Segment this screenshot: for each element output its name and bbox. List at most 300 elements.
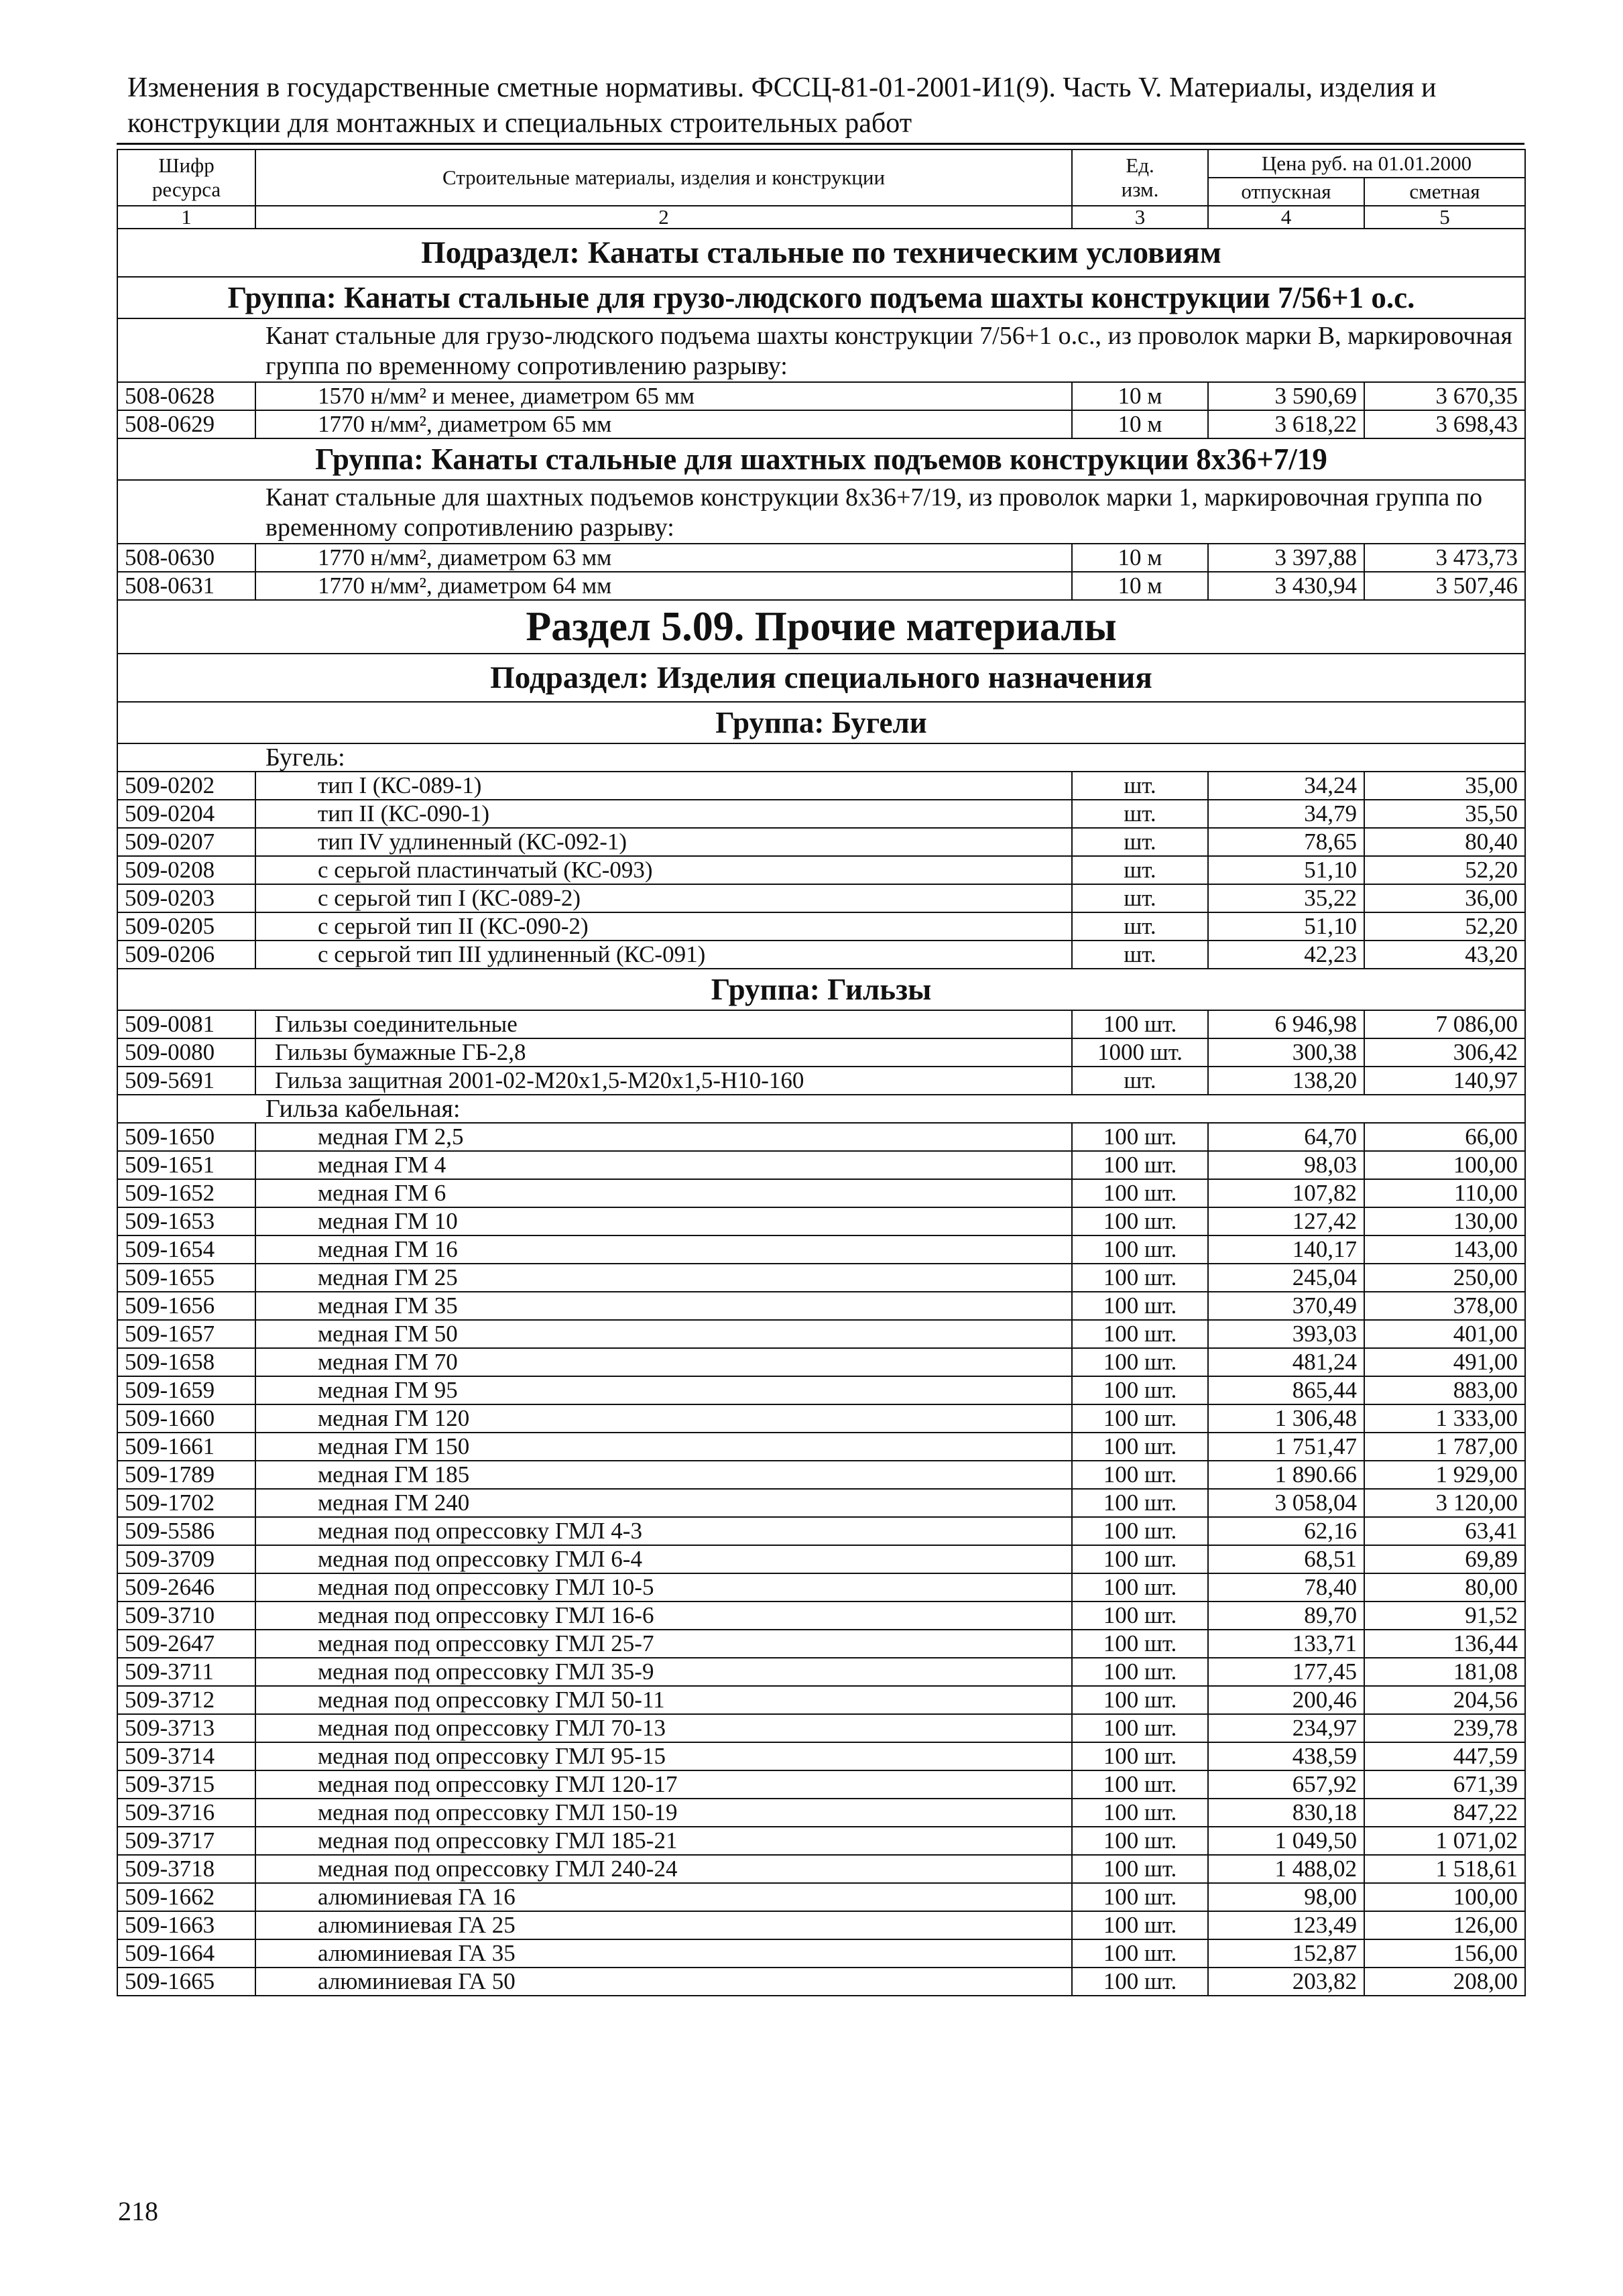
table-row [117,912,1525,941]
table-row [117,1714,1525,1742]
resource-code-cell: 509-1656 [117,1292,255,1320]
resource-code-cell: 509-0207 [117,828,255,856]
resource-code-cell: 509-3714 [117,1742,255,1770]
estimate-price-cell: 66,00 [1364,1123,1525,1151]
item-group-label: Бугель: [117,743,1525,772]
group-heading-row [117,277,1525,318]
column-header-unit [1072,149,1208,206]
table-header-row-1 [117,149,1525,178]
estimate-price-cell: 847,22 [1364,1799,1525,1827]
column-header-price: Цена руб. на 01.01.2000 [1208,149,1525,178]
material-name-cell: медная ГМ 150 [255,1433,1072,1461]
material-name-cell: алюминиевая ГА 35 [255,1939,1072,1968]
estimate-price-cell: 35,00 [1364,772,1525,800]
resource-code-cell: 509-3711 [117,1658,255,1686]
material-name-cell: Гильзы бумажные ГБ-2,8 [255,1038,1072,1067]
material-name-cell: с серьгой тип II (КС-090-2) [255,912,1072,941]
estimate-price-cell: 1 929,00 [1364,1461,1525,1489]
header-divider [117,143,1524,145]
group-heading-row [117,969,1525,1010]
release-price-cell: 98,03 [1208,1151,1364,1179]
resource-code-cell: 509-3718 [117,1855,255,1883]
release-price-cell: 3 618,22 [1208,410,1364,438]
release-price-cell: 62,16 [1208,1517,1364,1545]
resource-code-cell: 509-1654 [117,1235,255,1264]
column-header-estimate-price: сметная [1364,178,1525,206]
resource-code-cell: 509-3717 [117,1827,255,1855]
column-header-name: Строительные материалы, изделия и конструкции [255,149,1072,206]
estimate-price-cell: 110,00 [1364,1179,1525,1207]
table-row [117,1235,1525,1264]
estimate-price-cell: 52,20 [1364,856,1525,884]
resource-code-cell: 509-1658 [117,1348,255,1376]
estimate-price-cell: 156,00 [1364,1939,1525,1968]
resource-code-cell: 509-0080 [117,1038,255,1067]
material-name-cell: с серьгой тип III удлиненный (КС-091) [255,941,1072,969]
material-name-cell: медная ГМ 70 [255,1348,1072,1376]
resource-code-cell: 508-0631 [117,572,255,600]
estimate-price-cell: 80,40 [1364,828,1525,856]
estimate-price-cell: 63,41 [1364,1517,1525,1545]
estimate-price-cell: 91,52 [1364,1602,1525,1630]
table-row [117,1799,1525,1827]
material-name-cell: тип II (КС-090-1) [255,800,1072,828]
table-row [117,572,1525,600]
resource-code-cell: 509-0203 [117,884,255,912]
material-name-cell: медная ГМ 50 [255,1320,1072,1348]
column-header-unit-line1: Ед. [1126,154,1154,177]
material-name-cell: медная под опрессовку ГМЛ 16-6 [255,1602,1072,1630]
unit-cell: 10 м [1072,382,1208,410]
resource-code-cell: 509-0205 [117,912,255,941]
release-price-cell: 127,42 [1208,1207,1364,1235]
unit-cell: шт. [1072,772,1208,800]
release-price-cell: 34,79 [1208,800,1364,828]
table-row [117,1855,1525,1883]
release-price-cell: 123,49 [1208,1911,1364,1939]
table-row [117,1517,1525,1545]
unit-cell: 10 м [1072,572,1208,600]
item-group-label-row [117,743,1525,772]
table-row [117,1911,1525,1939]
material-name-cell: медная под опрессовку ГМЛ 70-13 [255,1714,1072,1742]
unit-cell: 1000 шт. [1072,1038,1208,1067]
release-price-cell: 78,65 [1208,828,1364,856]
material-name-cell: с серьгой пластинчатый (КС-093) [255,856,1072,884]
release-price-cell: 3 430,94 [1208,572,1364,600]
material-name-cell: медная ГМ 120 [255,1404,1072,1433]
release-price-cell: 34,24 [1208,772,1364,800]
unit-cell: 100 шт. [1072,1404,1208,1433]
material-name-cell: медная под опрессовку ГМЛ 120-17 [255,1770,1072,1799]
resource-code-cell: 509-1702 [117,1489,255,1517]
resource-code-cell: 509-1665 [117,1968,255,1996]
resource-code-cell: 509-1659 [117,1376,255,1404]
unit-cell: 100 шт. [1072,1292,1208,1320]
header-line-1: Изменения в государственные сметные нормативы. ФССЦ-81-01-2001-И1(9). Часть V. Материалы, изделия и [127,72,1437,103]
release-price-cell: 98,00 [1208,1883,1364,1911]
estimate-price-cell: 3 120,00 [1364,1489,1525,1517]
release-price-cell: 1 488,02 [1208,1855,1364,1883]
estimate-price-cell: 378,00 [1364,1292,1525,1320]
release-price-cell: 1 751,47 [1208,1433,1364,1461]
material-name-cell: медная под опрессовку ГМЛ 35-9 [255,1658,1072,1686]
estimate-price-cell: 140,97 [1364,1067,1525,1095]
estimate-price-cell: 3 698,43 [1364,410,1525,438]
resource-code-cell: 509-2647 [117,1630,255,1658]
item-group-label: Гильза кабельная: [117,1095,1525,1123]
column-number-3: 3 [1072,206,1208,229]
release-price-cell: 3 397,88 [1208,544,1364,572]
material-name-cell: 1770 н/мм², диаметром 65 мм [255,410,1072,438]
unit-cell: шт. [1072,884,1208,912]
unit-cell: 100 шт. [1072,1855,1208,1883]
unit-cell: шт. [1072,1067,1208,1095]
table-row [117,1573,1525,1602]
table-row [117,941,1525,969]
estimate-price-cell: 126,00 [1364,1911,1525,1939]
unit-cell: 100 шт. [1072,1686,1208,1714]
resource-code-cell: 508-0629 [117,410,255,438]
subsection-heading-row [117,229,1525,277]
resource-code-cell: 509-5586 [117,1517,255,1545]
unit-cell: 100 шт. [1072,1658,1208,1686]
release-price-cell: 438,59 [1208,1742,1364,1770]
resource-code-cell: 509-3716 [117,1799,255,1827]
unit-cell: 100 шт. [1072,1376,1208,1404]
table-row [117,1770,1525,1799]
subsection-heading-row [117,654,1525,702]
estimate-price-cell: 100,00 [1364,1151,1525,1179]
resource-code-cell: 509-1650 [117,1123,255,1151]
release-price-cell: 203,82 [1208,1968,1364,1996]
table-row [117,1658,1525,1686]
group-description: Канат стальные для шахтных подъемов конструкции 8х36+7/19, из проволок марки 1, маркировочная группа по временному сопротивлению разрыву: [117,480,1525,544]
table-row [117,1433,1525,1461]
header-line-2: конструкции для монтажных и специальных строительных работ [127,108,912,139]
resource-code-cell: 509-1651 [117,1151,255,1179]
material-name-cell: медная под опрессовку ГМЛ 4-3 [255,1517,1072,1545]
unit-cell: 100 шт. [1072,1264,1208,1292]
release-price-cell: 370,49 [1208,1292,1364,1320]
table-row [117,828,1525,856]
material-name-cell: Гильзы соединительные [255,1010,1072,1038]
price-table [117,149,1526,1996]
material-name-cell: алюминиевая ГА 50 [255,1968,1072,1996]
table-row [117,544,1525,572]
release-price-cell: 1 890.66 [1208,1461,1364,1489]
table-row [117,1939,1525,1968]
unit-cell: 100 шт. [1072,1010,1208,1038]
resource-code-cell: 509-0208 [117,856,255,884]
column-header-release-price: отпускная [1208,178,1364,206]
group-description-row [117,480,1525,544]
release-price-cell: 3 058,04 [1208,1489,1364,1517]
release-price-cell: 152,87 [1208,1939,1364,1968]
unit-cell: 100 шт. [1072,1968,1208,1996]
material-name-cell: 1770 н/мм², диаметром 64 мм [255,572,1072,600]
material-name-cell: медная ГМ 95 [255,1376,1072,1404]
group-description: Канат стальные для грузо-людского подъема шахты конструкции 7/56+1 о.с., из проволок марки В, маркировочная группа по временному сопротивлению разрыву: [117,318,1525,382]
unit-cell: шт. [1072,856,1208,884]
estimate-price-cell: 204,56 [1364,1686,1525,1714]
material-name-cell: 1570 н/мм² и менее, диаметром 65 мм [255,382,1072,410]
group-heading-row [117,702,1525,743]
unit-cell: 100 шт. [1072,1742,1208,1770]
estimate-price-cell: 208,00 [1364,1968,1525,1996]
unit-cell: 100 шт. [1072,1714,1208,1742]
release-price-cell: 3 590,69 [1208,382,1364,410]
resource-code-cell: 509-3709 [117,1545,255,1573]
resource-code-cell: 509-1664 [117,1939,255,1968]
release-price-cell: 140,17 [1208,1235,1364,1264]
material-name-cell: медная под опрессовку ГМЛ 150-19 [255,1799,1072,1827]
estimate-price-cell: 306,42 [1364,1038,1525,1067]
resource-code-cell: 508-0628 [117,382,255,410]
unit-cell: 100 шт. [1072,1179,1208,1207]
unit-cell: 100 шт. [1072,1235,1208,1264]
resource-code-cell: 509-3715 [117,1770,255,1799]
table-row [117,1038,1525,1067]
resource-code-cell: 508-0630 [117,544,255,572]
estimate-price-cell: 401,00 [1364,1320,1525,1348]
resource-code-cell: 509-0081 [117,1010,255,1038]
unit-cell: 100 шт. [1072,1151,1208,1179]
unit-cell: 100 шт. [1072,1123,1208,1151]
material-name-cell: медная под опрессовку ГМЛ 25-7 [255,1630,1072,1658]
unit-cell: шт. [1072,912,1208,941]
table-row [117,1545,1525,1573]
unit-cell: шт. [1072,941,1208,969]
resource-code-cell: 509-0206 [117,941,255,969]
unit-cell: 100 шт. [1072,1630,1208,1658]
release-price-cell: 78,40 [1208,1573,1364,1602]
table-row [117,1404,1525,1433]
estimate-price-cell: 250,00 [1364,1264,1525,1292]
table-row [117,1602,1525,1630]
table-row [117,1264,1525,1292]
estimate-price-cell: 181,08 [1364,1658,1525,1686]
group-description-row [117,318,1525,382]
section-heading-row [117,600,1525,654]
release-price-cell: 51,10 [1208,912,1364,941]
table-row [117,1179,1525,1207]
table-row [117,410,1525,438]
table-row [117,856,1525,884]
unit-cell: 100 шт. [1072,1827,1208,1855]
resource-code-cell: 509-1661 [117,1433,255,1461]
estimate-price-cell: 35,50 [1364,800,1525,828]
table-row [117,1461,1525,1489]
resource-code-cell: 509-3712 [117,1686,255,1714]
unit-cell: 100 шт. [1072,1517,1208,1545]
table-row [117,1968,1525,1996]
material-name-cell: медная ГМ 2,5 [255,1123,1072,1151]
estimate-price-cell: 7 086,00 [1364,1010,1525,1038]
item-group-label-row [117,1095,1525,1123]
table-row [117,1883,1525,1911]
release-price-cell: 1 306,48 [1208,1404,1364,1433]
material-name-cell: медная ГМ 185 [255,1461,1072,1489]
material-name-cell: медная ГМ 25 [255,1264,1072,1292]
unit-cell: 100 шт. [1072,1911,1208,1939]
release-price-cell: 481,24 [1208,1348,1364,1376]
release-price-cell: 200,46 [1208,1686,1364,1714]
release-price-cell: 138,20 [1208,1067,1364,1095]
resource-code-cell: 509-1653 [117,1207,255,1235]
table-row [117,1348,1525,1376]
unit-cell: 100 шт. [1072,1348,1208,1376]
column-number-5: 5 [1364,206,1525,229]
unit-cell: 100 шт. [1072,1770,1208,1799]
resource-code-cell: 509-1789 [117,1461,255,1489]
material-name-cell: медная ГМ 10 [255,1207,1072,1235]
resource-code-cell: 509-1655 [117,1264,255,1292]
release-price-cell: 35,22 [1208,884,1364,912]
estimate-price-cell: 143,00 [1364,1235,1525,1264]
release-price-cell: 865,44 [1208,1376,1364,1404]
unit-cell: 100 шт. [1072,1799,1208,1827]
material-name-cell: тип IV удлиненный (КС-092-1) [255,828,1072,856]
release-price-cell: 42,23 [1208,941,1364,969]
resource-code-cell: 509-2646 [117,1573,255,1602]
material-name-cell: Гильза защитная 2001-02-М20х1,5-М20х1,5-Н10-160 [255,1067,1072,1095]
group-heading-row [117,438,1525,480]
release-price-cell: 6 946,98 [1208,1010,1364,1038]
column-header-code-line2: ресурса [152,178,221,201]
column-header-code [117,149,255,206]
estimate-price-cell: 1 787,00 [1364,1433,1525,1461]
material-name-cell: медная ГМ 240 [255,1489,1072,1517]
estimate-price-cell: 43,20 [1364,941,1525,969]
unit-cell: шт. [1072,828,1208,856]
release-price-cell: 177,45 [1208,1658,1364,1686]
estimate-price-cell: 3 473,73 [1364,544,1525,572]
table-row [117,1686,1525,1714]
unit-cell: 100 шт. [1072,1461,1208,1489]
table-row [117,1010,1525,1038]
release-price-cell: 89,70 [1208,1602,1364,1630]
unit-cell: 100 шт. [1072,1320,1208,1348]
group-heading: Группа: Гильзы [117,969,1525,1010]
table-row [117,1292,1525,1320]
resource-code-cell: 509-5691 [117,1067,255,1095]
estimate-price-cell: 136,44 [1364,1630,1525,1658]
release-price-cell: 68,51 [1208,1545,1364,1573]
release-price-cell: 133,71 [1208,1630,1364,1658]
material-name-cell: медная ГМ 35 [255,1292,1072,1320]
resource-code-cell: 509-3713 [117,1714,255,1742]
table-row [117,1123,1525,1151]
resource-code-cell: 509-3710 [117,1602,255,1630]
table-row [117,800,1525,828]
estimate-price-cell: 100,00 [1364,1883,1525,1911]
table-row [117,1207,1525,1235]
estimate-price-cell: 80,00 [1364,1573,1525,1602]
material-name-cell: медная под опрессовку ГМЛ 50-11 [255,1686,1072,1714]
estimate-price-cell: 36,00 [1364,884,1525,912]
unit-cell: 100 шт. [1072,1433,1208,1461]
group-heading: Группа: Бугели [117,702,1525,743]
table-row [117,884,1525,912]
release-price-cell: 300,38 [1208,1038,1364,1067]
section-heading: Раздел 5.09. Прочие материалы [117,600,1525,654]
table-row [117,1151,1525,1179]
column-number-1: 1 [117,206,255,229]
column-header-code-line1: Шифр [158,154,215,177]
release-price-cell: 657,92 [1208,1770,1364,1799]
resource-code-cell: 509-0202 [117,772,255,800]
estimate-price-cell: 239,78 [1364,1714,1525,1742]
table-row [117,1630,1525,1658]
material-name-cell: с серьгой тип I (КС-089-2) [255,884,1072,912]
material-name-cell: медная под опрессовку ГМЛ 95-15 [255,1742,1072,1770]
unit-cell: 100 шт. [1072,1602,1208,1630]
estimate-price-cell: 447,59 [1364,1742,1525,1770]
estimate-price-cell: 69,89 [1364,1545,1525,1573]
estimate-price-cell: 52,20 [1364,912,1525,941]
unit-cell: шт. [1072,800,1208,828]
release-price-cell: 393,03 [1208,1320,1364,1348]
estimate-price-cell: 1 071,02 [1364,1827,1525,1855]
unit-cell: 100 шт. [1072,1573,1208,1602]
material-name-cell: алюминиевая ГА 16 [255,1883,1072,1911]
resource-code-cell: 509-1652 [117,1179,255,1207]
material-name-cell: тип I (КС-089-1) [255,772,1072,800]
unit-cell: 10 м [1072,410,1208,438]
material-name-cell: 1770 н/мм², диаметром 63 мм [255,544,1072,572]
release-price-cell: 64,70 [1208,1123,1364,1151]
resource-code-cell: 509-0204 [117,800,255,828]
material-name-cell: медная ГМ 4 [255,1151,1072,1179]
group-heading: Группа: Канаты стальные для шахтных подъемов конструкции 8х36+7/19 [117,438,1525,480]
table-row [117,1320,1525,1348]
price-table-body [117,149,1525,1996]
column-number-2: 2 [255,206,1072,229]
estimate-price-cell: 883,00 [1364,1376,1525,1404]
table-row [117,1742,1525,1770]
table-row [117,1489,1525,1517]
material-name-cell: медная под опрессовку ГМЛ 240-24 [255,1855,1072,1883]
estimate-price-cell: 3 507,46 [1364,572,1525,600]
material-name-cell: медная ГМ 6 [255,1179,1072,1207]
estimate-price-cell: 3 670,35 [1364,382,1525,410]
resource-code-cell: 509-1663 [117,1911,255,1939]
resource-code-cell: 509-1657 [117,1320,255,1348]
table-row [117,1376,1525,1404]
table-row [117,1067,1525,1095]
unit-cell: 100 шт. [1072,1939,1208,1968]
material-name-cell: медная под опрессовку ГМЛ 6-4 [255,1545,1072,1573]
unit-cell: 100 шт. [1072,1489,1208,1517]
table-row [117,382,1525,410]
unit-cell: 10 м [1072,544,1208,572]
unit-cell: 100 шт. [1072,1883,1208,1911]
release-price-cell: 107,82 [1208,1179,1364,1207]
material-name-cell: алюминиевая ГА 25 [255,1911,1072,1939]
release-price-cell: 234,97 [1208,1714,1364,1742]
group-heading: Группа: Канаты стальные для грузо-людского подъема шахты конструкции 7/56+1 о.с. [117,277,1525,318]
estimate-price-cell: 491,00 [1364,1348,1525,1376]
column-number-row [117,206,1525,229]
subsection-heading: Подраздел: Изделия специального назначения [117,654,1525,702]
estimate-price-cell: 130,00 [1364,1207,1525,1235]
release-price-cell: 245,04 [1208,1264,1364,1292]
page-number: 218 [118,2196,158,2226]
material-name-cell: медная под опрессовку ГМЛ 10-5 [255,1573,1072,1602]
unit-cell: 100 шт. [1072,1207,1208,1235]
resource-code-cell: 509-1662 [117,1883,255,1911]
